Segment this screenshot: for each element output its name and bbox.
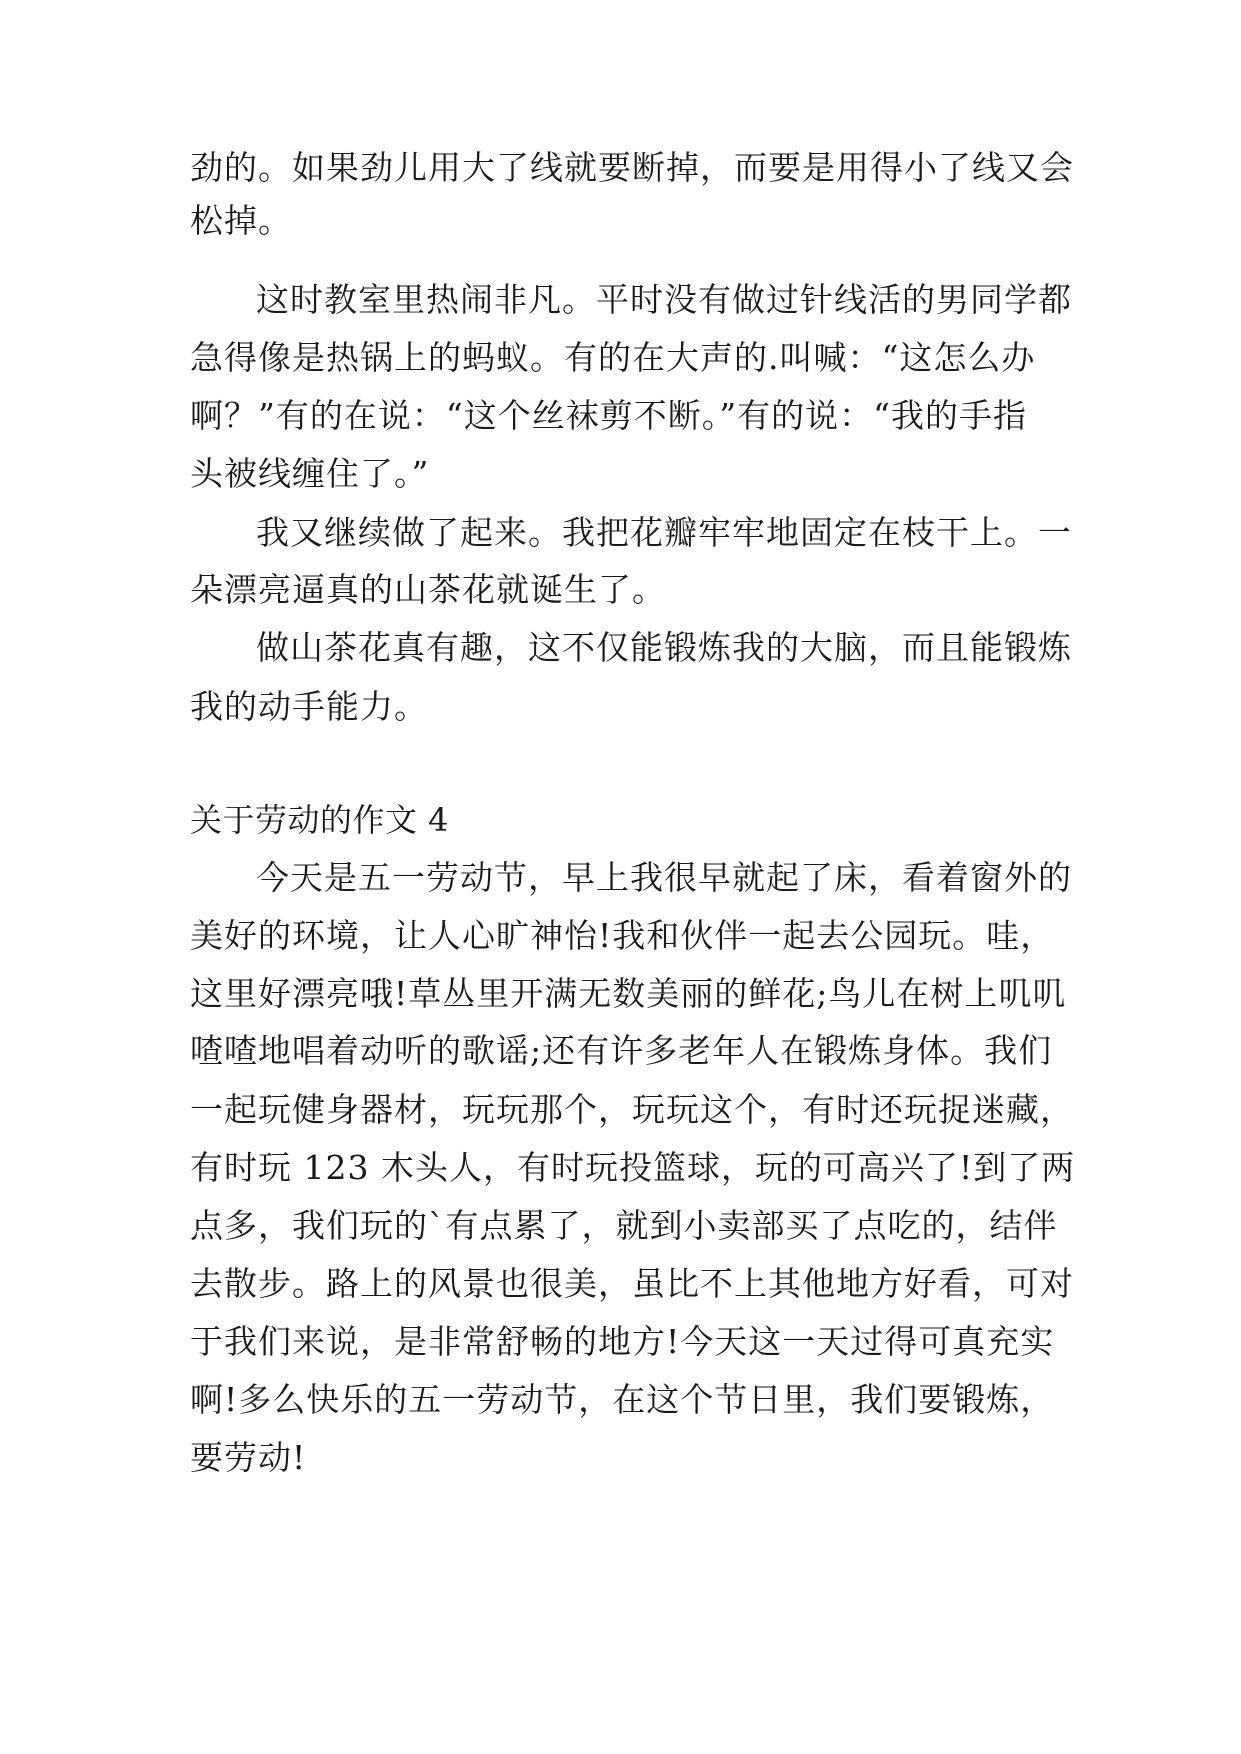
text-line: 朵漂亮逼真的山茶花就诞生了。 xyxy=(190,570,666,609)
text-line: 要劳动! xyxy=(190,1438,307,1477)
text-line: 今天是五一劳动节，早上我很早就起了床，看着窗外的 xyxy=(256,858,1072,897)
text-line: 于我们来说，是非常舒畅的地方!今天这一天过得可真充实 xyxy=(190,1322,1055,1361)
text-line: 美好的环境，让人心旷神怡!我和伙伴一起去公园玩。哇， xyxy=(190,916,1055,955)
text-line: 头被线缠住了。” xyxy=(190,454,430,493)
text-line: 做山茶花真有趣，这不仅能锻炼我的大脑，而且能锻炼 xyxy=(256,628,1072,667)
text-line: 劲的。如果劲儿用大了线就要断掉，而要是用得小了线又会 xyxy=(190,148,1074,187)
text-line: 有时玩 123 木头人，有时玩投篮球，玩的可高兴了!到了两 xyxy=(190,1148,1076,1187)
text-line: 松掉。 xyxy=(190,201,292,240)
text-line: 我的动手能力。 xyxy=(190,687,428,726)
text-line: 这时教室里热闹非凡。平时没有做过针线活的男同学都 xyxy=(256,280,1072,319)
text-line: 急得像是热锅上的蚂蚁。有的在大声的.叫喊：“这怎么办 xyxy=(190,338,1036,377)
text-line: 喳喳地唱着动听的歌谣;还有许多老年人在锻炼身体。我们 xyxy=(190,1031,1053,1070)
section-heading: 关于劳动的作文 4 xyxy=(190,801,450,839)
text-line: 这里好漂亮哦!草丛里开满无数美丽的鲜花;鸟儿在树上叽叽 xyxy=(190,974,1067,1013)
text-line: 啊!多么快乐的五一劳动节，在这个节日里，我们要锻炼， xyxy=(190,1380,1055,1419)
text-line: 啊？”有的在说：“这个丝袜剪不断。”有的说：“我的手指 xyxy=(190,396,1027,435)
text-line: 一起玩健身器材，玩玩那个，玩玩这个，有时还玩捉迷藏， xyxy=(190,1090,1074,1129)
text-line: 我又继续做了起来。我把花瓣牢牢地固定在枝干上。一 xyxy=(256,513,1072,552)
text-line: 点多，我们玩的`有点累了，就到小卖部买了点吃的，结伴 xyxy=(190,1206,1058,1245)
text-line: 去散步。路上的风景也很美，虽比不上其他地方好看，可对 xyxy=(190,1264,1074,1303)
